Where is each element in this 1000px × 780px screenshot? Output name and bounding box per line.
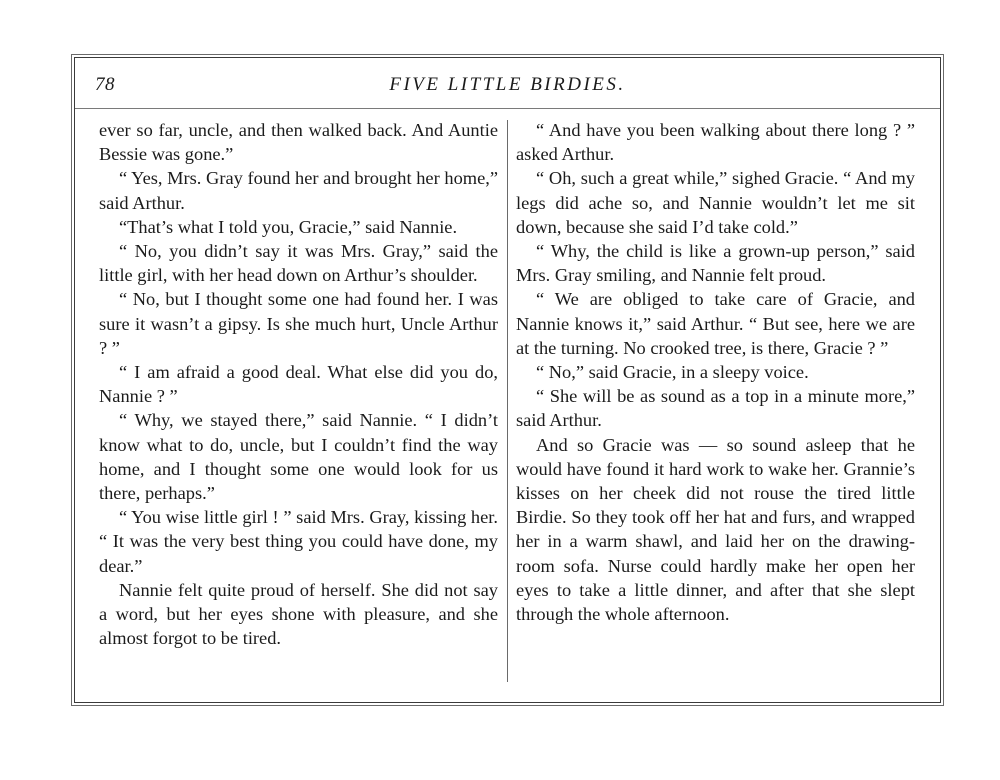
paragraph: “ You wise little girl ! ” said Mrs. Gray, kissing her. “ It was the very best thing you could have done, my dear.” (99, 507, 498, 576)
column-divider (507, 120, 508, 682)
running-title: FIVE LITTLE BIRDIES. (389, 74, 626, 95)
paragraph: “ No, you didn’t say it was Mrs. Gray,” said the little girl, with her head down on Arthur’s shoulder. (99, 241, 498, 286)
paragraph: “ I am afraid a good deal. What else did you do, Nannie ? ” (99, 362, 498, 407)
paragraph: ever so far, uncle, and then walked back. And Auntie Bessie was gone.” (99, 120, 498, 165)
paragraph: “ She will be as sound as a top in a minute more,” said Arthur. (516, 386, 915, 431)
left-column (99, 118, 498, 650)
paragraph: “ Oh, such a great while,” sighed Gracie. “ And my legs did ache so, and Nannie wouldn’t let me sit down, because she said I’d take cold.” (516, 168, 915, 237)
page-header (75, 58, 940, 109)
paragraph: Nannie felt quite proud of herself. She did not say a word, but her eyes shone with pleasure, and she almost forgot to be tired. (99, 579, 498, 649)
paragraph: “ And have you been walking about there long ? ” asked Arthur. (516, 120, 915, 165)
paragraph: “ We are obliged to take care of Gracie, and Nannie knows it,” said Arthur. “ But see, here we are at the turning. No crooked tree, is there, Gracie ? ” (516, 289, 915, 358)
paragraph: “ No, but I thought some one had found her. I was sure it wasn’t a gipsy. Is she much hurt, Uncle Arthur ? ” (99, 289, 498, 358)
paragraph: “ Yes, Mrs. Gray found her and brought her home,” said Arthur. (99, 168, 498, 213)
page-border-frame (74, 57, 941, 703)
paragraph: “ No,” said Gracie, in a sleepy voice. (536, 362, 809, 383)
right-column (516, 118, 915, 626)
paragraph: “That’s what I told you, Gracie,” said Nannie. (119, 216, 458, 237)
page-number: 78 (95, 74, 115, 95)
paragraph: “ Why, the child is like a grown-up person,” said Mrs. Gray smiling, and Nannie felt proud. (516, 241, 915, 286)
paragraph: “ Why, we stayed there,” said Nannie. “ I didn’t know what to do, uncle, but I couldn’t find the way home, and I thought some one would look for us there, perhaps.” (99, 410, 498, 504)
paragraph: And so Gracie was — so sound asleep that he would have found it hard work to wake her. Grannie’s kisses on her cheek did not rouse the tired little Birdie. So they took off her hat and furs, and wrapped her in a warm shawl, and laid her on the drawing-room sofa. Nurse could hardly make her open her eyes to take a little dinner, and after that she slept through the whole afternoon. (516, 434, 915, 625)
